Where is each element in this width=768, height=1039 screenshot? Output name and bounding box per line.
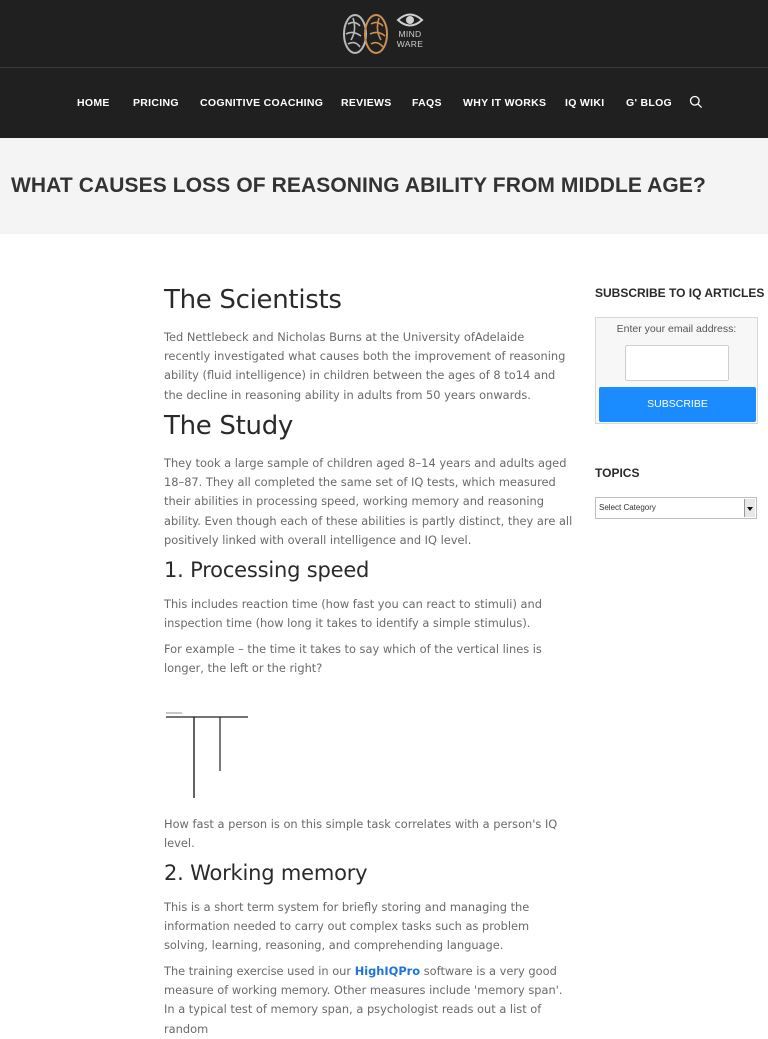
paragraph-working-memory: This is a short term system for briefly storing and managing the information needed to carry out complex tasks such as problem solving, learning, reasoning, and comprehending language. (164, 900, 530, 953)
search-icon[interactable] (689, 95, 703, 109)
email-field[interactable] (625, 345, 729, 381)
training-text-before: The training exercise used in our (164, 964, 355, 978)
page-title: WHAT CAUSES LOSS OF REASONING ABILITY FROM MIDDLE AGE? (11, 174, 706, 197)
topics-heading: TOPICS (595, 466, 640, 480)
nav-reviews[interactable]: REVIEWS (341, 97, 392, 109)
section-heading-study: The Study (164, 411, 293, 441)
brain-icon (343, 12, 389, 56)
nav-g-blog[interactable]: G' BLOG (626, 97, 673, 109)
nav-why-it-works[interactable]: WHY IT WORKS (463, 97, 547, 109)
title-band (0, 138, 768, 234)
subscribe-form (595, 317, 758, 424)
paragraph-processing-speed: This includes reaction time (how fast you can react to stimuli) and inspection time (how long it takes to identify a simple stimulus). (164, 597, 542, 631)
chevron-down-icon[interactable] (744, 499, 755, 517)
logo-row (0, 0, 768, 68)
paragraph-scientists: Ted Nettlebeck and Nicholas Burns at the University ofAdelaide recently investigated what causes both the improvement of reasoning ability (fluid intelligence) in children between the ages of 8 to14 and the decline in reasoning ability in adults from 50 years onwards. (164, 330, 566, 402)
brand-name-line2: WARE (396, 39, 424, 49)
nav-faqs[interactable]: FAQS (412, 97, 442, 109)
highiqpro-link[interactable]: HighIQPro (354, 964, 421, 978)
brand-mark (393, 12, 427, 56)
email-label: Enter your email address: (616, 323, 737, 335)
vertical-lines-figure (164, 710, 254, 802)
paragraph-example: For example – the time it takes to say which of the vertical lines is longer, the left or the right? (164, 642, 542, 676)
subscribe-heading: SUBSCRIBE TO IQ ARTICLES (595, 286, 765, 300)
category-select-value: Select Category (599, 503, 656, 512)
main-nav (0, 69, 768, 138)
subscribe-button[interactable]: SUBSCRIBE (599, 387, 756, 422)
nav-pricing[interactable]: PRICING (133, 97, 179, 109)
training-text-after: software is a very good measure of working memory. Other measures include 'memory span'. In a typical test of memory span, a psychologist reads out a list of random (164, 964, 563, 1036)
section-heading-processing-speed: 1. Processing speed (164, 558, 370, 582)
category-select[interactable] (595, 497, 757, 519)
paragraph-iq-correlation: How fast a person is on this simple task correlates with a person's IQ level. (164, 817, 558, 851)
nav-home[interactable]: HOME (77, 97, 110, 109)
brand-name (393, 29, 427, 49)
paragraph-study: They took a large sample of children aged 8–14 years and adults aged 18–87. They all completed the same set of IQ tests, which measured their abilities in processing speed, working memory and reasoning ability. Even though each of these abilities is partly distinct, they are all positively linked with overall intelligence and IQ level. (164, 456, 573, 547)
section-heading-working-memory: 2. Working memory (164, 861, 368, 885)
paragraph-training-exercise (164, 962, 574, 1039)
brand-name-line1: MIND (398, 29, 422, 39)
nav-cognitive-coaching[interactable]: COGNITIVE COACHING (200, 97, 324, 109)
site-header (0, 0, 768, 138)
eye-icon (397, 12, 423, 28)
section-heading-scientists: The Scientists (164, 285, 342, 315)
nav-iq-wiki[interactable]: IQ WIKI (565, 97, 605, 109)
site-logo[interactable] (343, 12, 427, 56)
